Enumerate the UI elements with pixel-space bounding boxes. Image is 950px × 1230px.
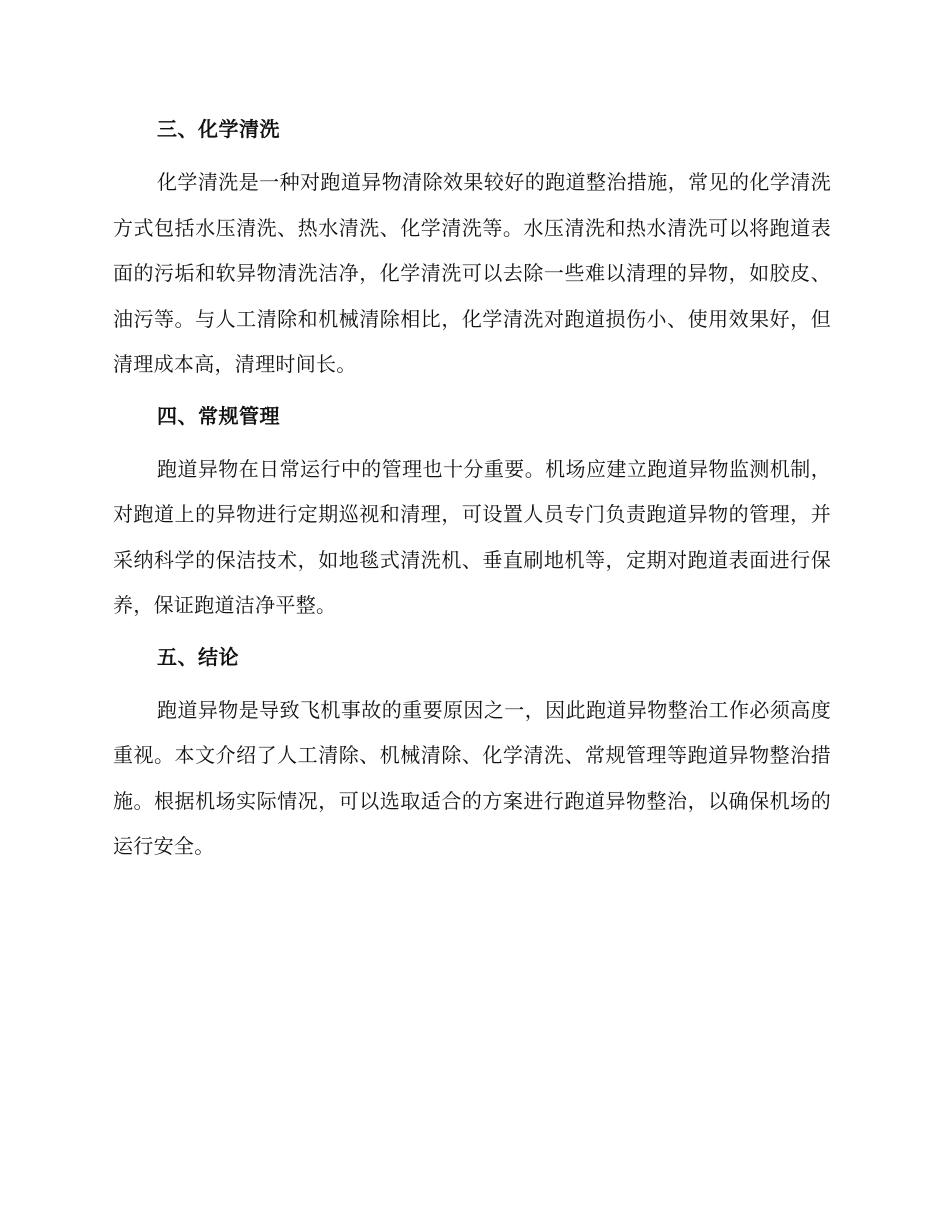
paragraph-chemical-cleaning: 化学清洗是一种对跑道异物清除效果较好的跑道整治措施，常见的化学清洗方式包括水压清洗、热水清洗、化学清洗等。水压清洗和热水清洗可以将跑道表面的污垢和软异物清洗洁净，化学清洗可以去除一些难以清理的异物，如胶皮、油污等。与人工清除和机械清除相比，化学清洗对跑道损伤小、使用效果好，但清理成本高，清理时间长。 — [113, 170, 831, 376]
section-heading-chemical-cleaning: 三、化学清洗 — [157, 117, 280, 141]
section-heading-conclusion: 五、结论 — [157, 644, 239, 669]
section-heading-routine-management: 四、常规管理 — [157, 403, 280, 428]
document-body — [113, 112, 831, 881]
paragraph-conclusion: 跑道异物是导致飞机事故的重要原因之一，因此跑道异物整治工作必须高度重视。本文介绍了人工清除、机械清除、化学清洗、常规管理等跑道异物整治措施。根据机场实际情况，可以选取适合的方案进行跑道异物整治，以确保机场的运行安全。 — [113, 697, 831, 858]
paragraph-routine-management: 跑道异物在日常运行中的管理也十分重要。机场应建立跑道异物监测机制，对跑道上的异物进行定期巡视和清理，可设置人员专门负责跑道异物的管理，并采纳科学的保洁技术，如地毯式清洗机、垂直刷地机等，定期对跑道表面进行保养，保证跑道洁净平整。 — [113, 456, 831, 617]
